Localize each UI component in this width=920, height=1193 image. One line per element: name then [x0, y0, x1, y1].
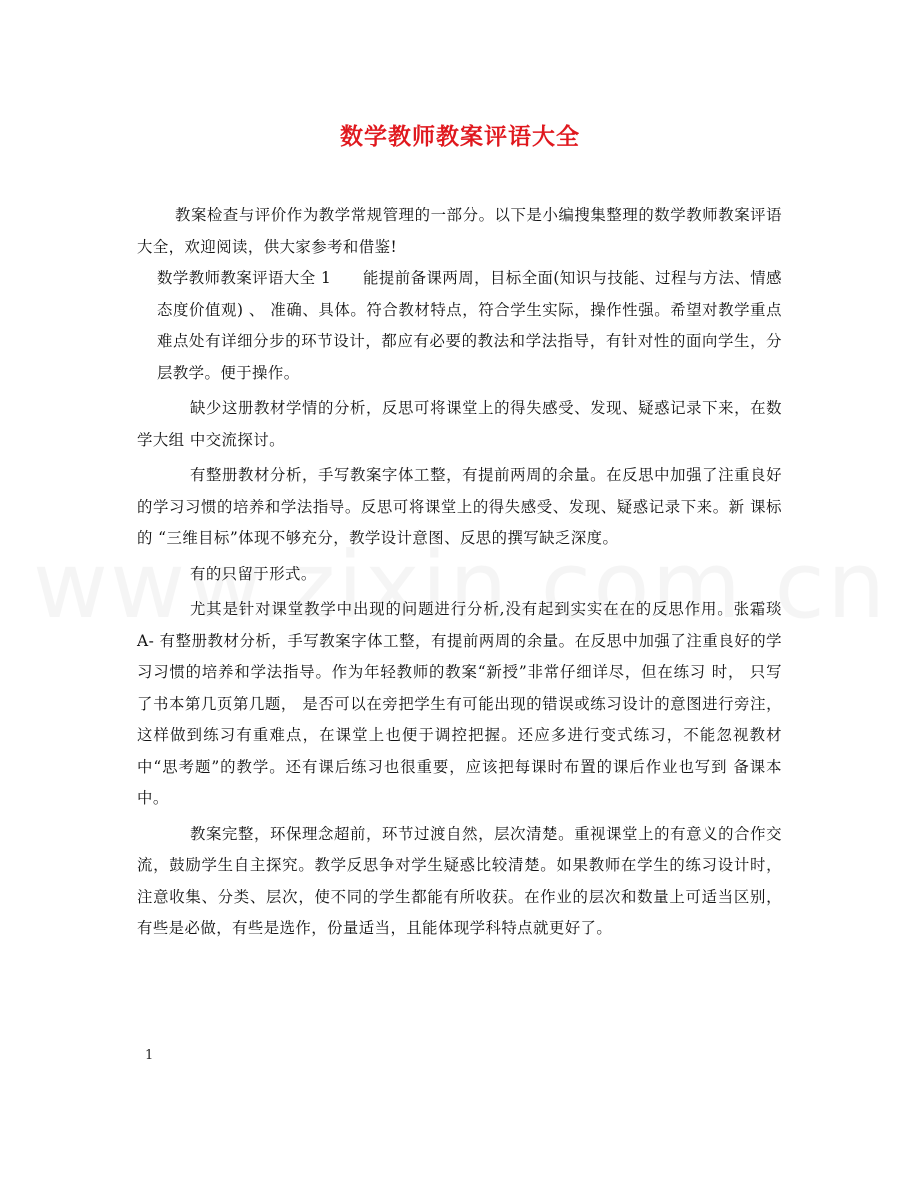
document-body: [137, 200, 782, 945]
paragraph-section-1: 数学教师教案评语大全 1 能提前备课两周，目标全面(知识与技能、过程与方法、情感态度价值观) 、 准确、具体。符合教材特点，符合学生实际，操作性强。希望对教学重点难点处有详细分步的环节设计，都应有必要的教法和学法指导，有针对性的面向学生，分层教学。便于操作。: [157, 269, 782, 382]
paragraph-comment-2: 缺少这册教材学情的分析，反思可将课堂上的得失感受、发现、疑惑记录下来，在数学大组 中交流探讨。: [137, 399, 782, 449]
page-number: 1: [145, 1048, 154, 1063]
paragraph-comment-6: 教案完整，环保理念超前，环节过渡自然，层次清楚。重视课堂上的有意义的合作交流，鼓励学生自主探究。教学反思争对学生疑惑比较清楚。如果教师在学生的练习设计时，注意收集、分类、层次，使不同的学生都能有所收获。在作业的层次和数量上可适当区别，有些是必做，有些是选作，份量适当，且能体现学科特点就更好了。: [137, 824, 782, 937]
document-title: 数学教师教案评语大全: [340, 124, 580, 150]
paragraph-comment-4: 有的只留于形式。: [190, 564, 317, 583]
paragraph-comment-3: 有整册教材分析，手写教案字体工整，有提前两周的余量。在反思中加强了注重良好的学习习惯的培养和学法指导。反思可将课堂上的得失感受、发现、疑惑记录下来。新 课标的 “三维目标”体现不够充分，教学设计意图、反思的撰写缺乏深度。: [137, 466, 782, 547]
paragraph-comment-5: 尤其是针对课堂教学中出现的问题进行分析,没有起到实实在在的反思作用。张霜琰 A- 有整册教材分析，手写教案字体工整，有提前两周的余量。在反思中加强了注重良好的学习习惯的培养和学法指导。作为年轻教师的教案“新授”非常仔细详尽，但在练习 时， 只写了书本第几页第几题， 是否可以在旁把学生有可能出现的错误或练习设计的意图进行旁注，这样做到练习有重难点，在课堂上也便于调控把握。还应多进行变式练习，不能忽视教材中“思考题”的教学。还有课后练习也很重要，应该把每课时布置的课后作业也写到 备课本中。: [137, 600, 782, 807]
paragraph-intro: 教案检查与评价作为教学常规管理的一部分。以下是小编搜集整理的数学教师教案评语大全，欢迎阅读，供大家参考和借鉴!: [137, 206, 782, 256]
